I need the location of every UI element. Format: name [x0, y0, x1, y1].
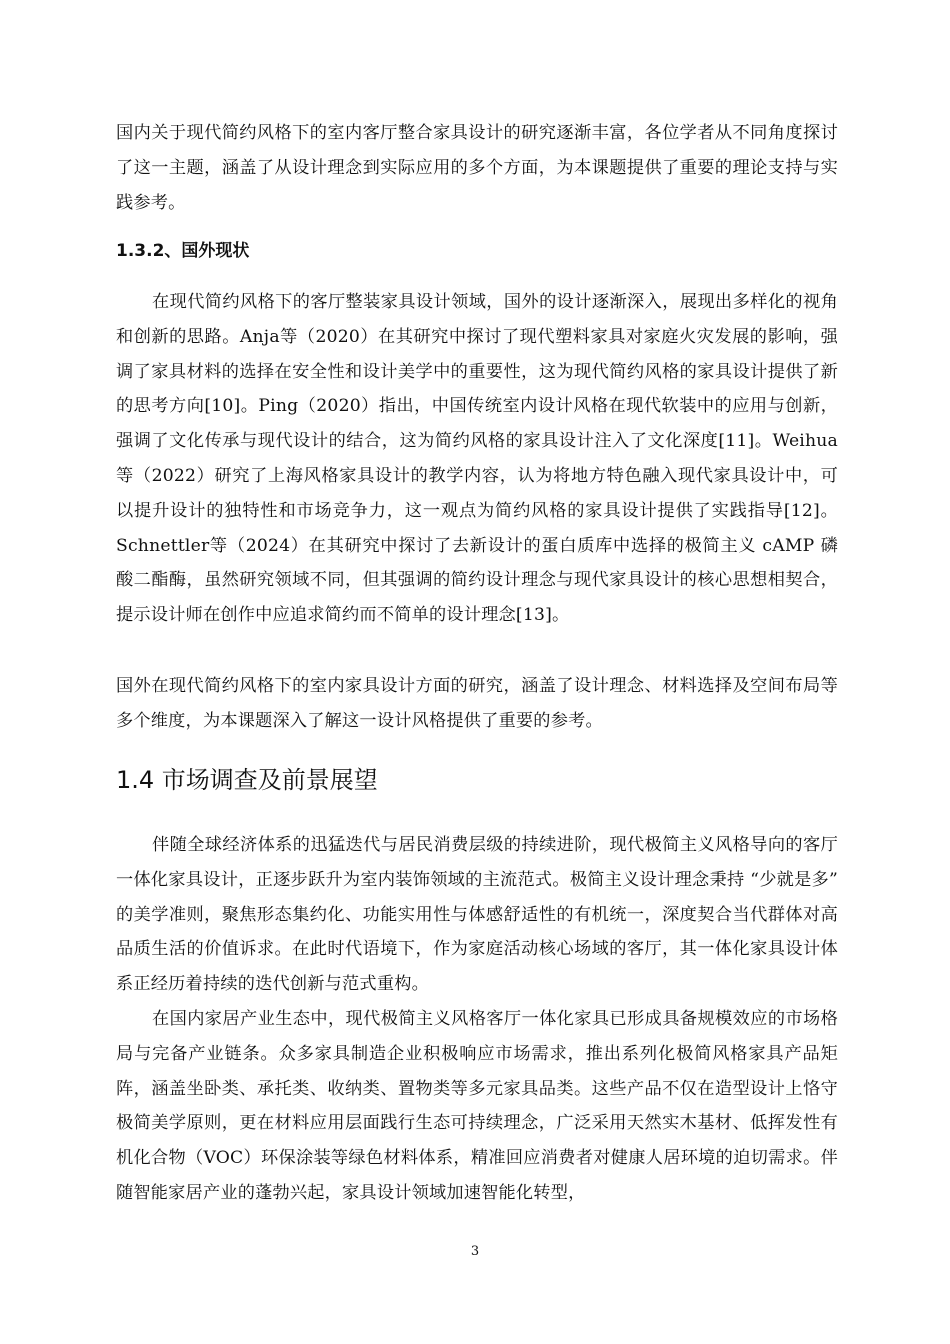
section-heading-market-survey: 1.4 市场调查及前景展望 — [116, 766, 378, 794]
paragraph-foreign-summary: 国外在现代简约风格下的室内家具设计方面的研究，涵盖了设计理念、材料选择及空间布局等多个维度，为本课题深入了解这一设计风格提供了重要的参考。 — [116, 676, 838, 731]
subsection-heading-foreign-status: 1.3.2、国外现状 — [116, 241, 250, 261]
paragraph-domestic-industry: 在国内家居产业生态中，现代极简主义风格客厅一体化家具已形成具备规模效应的市场格局与完备产业链条。众多家具制造企业积极响应市场需求，推出系列化极简风格家具产品矩阵，涵盖坐卧类、承托类、收纳类、置物类等多元家具品类。这些产品不仅在造型设计上恪守极简美学原则，更在材料应用层面践行生态可持续理念，广泛采用天然实木基材、低挥发性有机化合物（VOC）环保涂装等绿色材料体系，精准回应消费者对健康人居环境的迫切需求。伴随智能家居产业的蓬勃兴起，家具设计领域加速智能化转型， — [116, 1009, 838, 1203]
paragraph-foreign-research: 在现代简约风格下的客厅整装家具设计领域，国外的设计逐渐深入，展现出多样化的视角和创新的思路。Anja等（2020）在其研究中探讨了现代塑料家具对家庭火灾发展的影响，强调了家具材料的选择在安全性和设计美学中的重要性，这为现代简约风格的家具设计提供了新的思考方向[10]。Ping（2020）指出，中国传统室内设计风格在现代软装中的应用与创新，强调了文化传承与现代设计的结合，这为简约风格的家具设计注入了文化深度[11]。Weihua等（2022）研究了上海风格家具设计的教学内容，认为将地方特色融入现代家具设计中，可以提升设计的独特性和市场竞争力，这一观点为简约风格的家具设计提供了实践指导[12]。Schnettler等（2024）在其研究中探讨了去新设计的蛋白质库中选择的极简主义 cAMP 磷酸二酯酶，虽然研究领域不同，但其强调的简约设计理念与现代家具设计的核心思想相契合，提示设计师在创作中应追求简约而不简单的设计理念[13]。 — [116, 292, 838, 626]
paragraph-domestic-summary: 国内关于现代简约风格下的室内客厅整合家具设计的研究逐渐丰富，各位学者从不同角度探讨了这一主题，涵盖了从设计理念到实际应用的多个方面，为本课题提供了重要的理论支持与实践参考。 — [116, 123, 838, 213]
page-number: 3 — [470, 1244, 480, 1259]
paragraph-market-trend: 伴随全球经济体系的迅猛迭代与居民消费层级的持续进阶，现代极简主义风格导向的客厅一体化家具设计，正逐步跃升为室内装饰领域的主流范式。极简主义设计理念秉持 “少就是多” 的美学准则，聚焦形态集约化、功能实用性与体感舒适性的有机统一，深度契合当代群体对高品质生活的价值诉求。在此时代语境下，作为家庭活动核心场域的客厅，其一体化家具设计体系正经历着持续的迭代创新与范式重构。 — [116, 835, 838, 995]
